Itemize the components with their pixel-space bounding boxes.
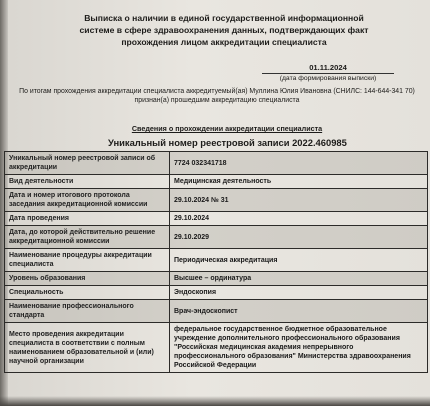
row-value: Высшее – ординатура <box>170 272 428 286</box>
row-value: 29.10.2024 <box>170 212 428 226</box>
row-value: Медицинская деятельность <box>170 175 428 189</box>
row-label: Специальность <box>5 286 170 300</box>
table-row <box>5 300 428 323</box>
row-label: Вид деятельности <box>5 175 170 189</box>
row-label: Дата и номер итогового протокола заседания аккредитационной комиссии <box>5 189 170 212</box>
table-row <box>5 212 428 226</box>
row-label: Дата, до которой действительно решение аккредитационной комиссии <box>5 226 170 249</box>
table-row <box>5 272 428 286</box>
registry-heading: Уникальный номер реестровой записи 2022.460985 <box>108 137 347 148</box>
formation-date-caption: (дата формирования выписки) <box>279 75 377 82</box>
table-row <box>5 152 428 175</box>
table-row <box>5 226 428 249</box>
table-row <box>5 189 428 212</box>
accreditation-table <box>4 151 428 373</box>
row-label: Наименование профессионального стандарта <box>5 300 170 323</box>
row-value: 29.10.2029 <box>170 226 428 249</box>
title-line-3: прохождения лицом аккредитации специалиста <box>121 37 327 47</box>
row-value: федеральное государственное бюджетное образовательное учреждение дополнительного профессионального образования "Российская медицинская академия непрерывного профессионального образования" Министерства здравоохранения Российской Федерации <box>170 323 428 373</box>
formation-date: 01.11.2024 <box>262 63 394 74</box>
title-line-2: системе в сфере здравоохранения данных, подтверждающих факт <box>79 25 369 35</box>
row-value: Врач-эндоскопист <box>170 300 428 323</box>
formation-date-block <box>262 63 394 82</box>
row-label: Уровень образования <box>5 272 170 286</box>
table-row <box>5 175 428 189</box>
intro-text: По итогам прохождения аккредитации специалиста аккредитуемый(ая) Муллина Юлия Ивановна (СНИЛС: 144-644-341 70) признан(а) прошедшим аккредитацию специалиста <box>19 88 415 104</box>
row-label: Наименование процедуры аккредитации специалиста <box>5 249 170 272</box>
row-label: Место проведения аккредитации специалиста в соответствии с полным наименованием образовательной и (или) научной организации <box>5 323 170 373</box>
row-label: Уникальный номер реестровой записи об аккредитации <box>5 152 170 175</box>
table-row <box>5 286 428 300</box>
page-bottom-shadow <box>0 396 430 406</box>
row-value: Периодическая аккредитация <box>170 249 428 272</box>
row-value: Эндоскопия <box>170 286 428 300</box>
table-row <box>5 323 428 373</box>
table-row <box>5 249 428 272</box>
document-title <box>40 12 408 48</box>
section-title: Сведения о прохождении аккредитации специалиста <box>131 124 323 133</box>
row-value: 7724 032341718 <box>170 152 428 175</box>
row-label: Дата проведения <box>5 212 170 226</box>
title-line-1: Выписка о наличии в единой государственной информационной <box>84 13 364 23</box>
row-value: 29.10.2024 № 31 <box>170 189 428 212</box>
